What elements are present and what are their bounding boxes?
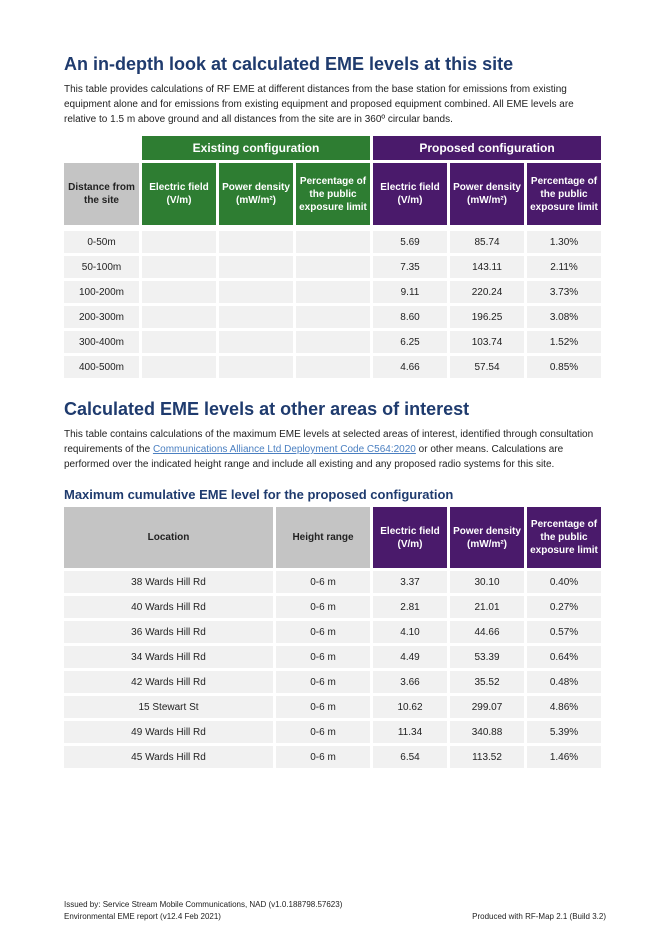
distance-cell: 200-300m bbox=[64, 306, 139, 328]
proposed-power-cell: 103.74 bbox=[450, 331, 524, 353]
table-row bbox=[64, 671, 601, 693]
section1-intro: This table provides calculations of RF EME at different distances from the base station for emissions from existing equipment alone and for emissions from existing equipment and proposed equipment combined. All EME levels are relative to 1.5 m above ground and all distances from the site are in 360º circular bands. bbox=[64, 84, 574, 125]
existing-efield-cell bbox=[142, 231, 216, 253]
footer-issued-by: Issued by: Service Stream Mobile Communications, NAD (v1.0.188798.57623) bbox=[64, 900, 343, 909]
col-proposed-percent: Percentage of the public exposure limit bbox=[527, 163, 601, 225]
proposed-power-cell: 57.54 bbox=[450, 356, 524, 378]
col-percent: Percentage of the public exposure limit bbox=[527, 507, 601, 568]
proposed-percent-cell: 1.30% bbox=[527, 231, 601, 253]
col-existing-power: Power density (mW/m²) bbox=[219, 163, 293, 225]
height-cell: 0-6 m bbox=[276, 596, 370, 618]
efield-cell: 3.37 bbox=[373, 571, 447, 593]
height-cell: 0-6 m bbox=[276, 721, 370, 743]
percent-cell: 1.46% bbox=[527, 746, 601, 768]
existing-power-cell bbox=[219, 231, 293, 253]
section1-title: An in-depth look at calculated EME levels at this site bbox=[64, 54, 514, 74]
proposed-percent-cell: 3.08% bbox=[527, 306, 601, 328]
footer-left bbox=[64, 899, 342, 923]
distance-cell: 300-400m bbox=[64, 331, 139, 353]
col-proposed-power: Power density (mW/m²) bbox=[450, 163, 524, 225]
table-row bbox=[64, 596, 601, 618]
existing-power-cell bbox=[219, 281, 293, 303]
deployment-code-link[interactable]: Communications Alliance Ltd Deployment Code C564:2020 bbox=[152, 444, 416, 455]
table-row bbox=[64, 356, 601, 378]
existing-efield-cell bbox=[142, 281, 216, 303]
height-cell: 0-6 m bbox=[276, 646, 370, 668]
power-cell: 113.52 bbox=[450, 746, 524, 768]
efield-cell: 11.34 bbox=[373, 721, 447, 743]
proposed-power-cell: 220.24 bbox=[450, 281, 524, 303]
height-cell: 0-6 m bbox=[276, 671, 370, 693]
proposed-percent-cell: 1.52% bbox=[527, 331, 601, 353]
table-row bbox=[64, 646, 601, 668]
proposed-percent-cell: 2.11% bbox=[527, 256, 601, 278]
distance-cell: 50-100m bbox=[64, 256, 139, 278]
percent-cell: 0.48% bbox=[527, 671, 601, 693]
power-cell: 35.52 bbox=[450, 671, 524, 693]
power-cell: 299.07 bbox=[450, 696, 524, 718]
existing-percent-cell bbox=[296, 306, 370, 328]
percent-cell: 0.27% bbox=[527, 596, 601, 618]
efield-cell: 2.81 bbox=[373, 596, 447, 618]
col-existing-efield: Electric field (V/m) bbox=[142, 163, 216, 225]
footer-produced-with: Produced with RF-Map 2.1 (Build 3.2) bbox=[472, 912, 606, 921]
proposed-power-cell: 143.11 bbox=[450, 256, 524, 278]
proposed-efield-cell: 4.66 bbox=[373, 356, 447, 378]
percent-cell: 0.57% bbox=[527, 621, 601, 643]
percent-cell: 5.39% bbox=[527, 721, 601, 743]
power-cell: 340.88 bbox=[450, 721, 524, 743]
proposed-power-cell: 85.74 bbox=[450, 231, 524, 253]
proposed-percent-cell: 3.73% bbox=[527, 281, 601, 303]
table-row bbox=[64, 306, 601, 328]
section2-title: Calculated EME levels at other areas of interest bbox=[64, 399, 470, 419]
existing-efield-cell bbox=[142, 356, 216, 378]
table-row bbox=[64, 256, 601, 278]
location-cell: 34 Wards Hill Rd bbox=[64, 646, 273, 668]
col-existing-percent: Percentage of the public exposure limit bbox=[296, 163, 370, 225]
proposed-percent-cell: 0.85% bbox=[527, 356, 601, 378]
location-cell: 49 Wards Hill Rd bbox=[64, 721, 273, 743]
col-efield: Electric field (V/m) bbox=[373, 507, 447, 568]
existing-percent-cell bbox=[296, 256, 370, 278]
power-cell: 44.66 bbox=[450, 621, 524, 643]
existing-power-cell bbox=[219, 356, 293, 378]
proposed-config-header: Proposed configuration bbox=[373, 136, 601, 160]
table-row bbox=[64, 231, 601, 253]
distance-table bbox=[61, 133, 604, 381]
table-row bbox=[64, 281, 601, 303]
power-cell: 53.39 bbox=[450, 646, 524, 668]
footer-report-version: Environmental EME report (v12.4 Feb 2021) bbox=[64, 912, 221, 921]
percent-cell: 0.40% bbox=[527, 571, 601, 593]
col-proposed-efield: Electric field (V/m) bbox=[373, 163, 447, 225]
location-cell: 15 Stewart St bbox=[64, 696, 273, 718]
distance-cell: 100-200m bbox=[64, 281, 139, 303]
efield-cell: 4.49 bbox=[373, 646, 447, 668]
power-cell: 30.10 bbox=[450, 571, 524, 593]
height-cell: 0-6 m bbox=[276, 696, 370, 718]
height-cell: 0-6 m bbox=[276, 746, 370, 768]
location-cell: 40 Wards Hill Rd bbox=[64, 596, 273, 618]
percent-cell: 0.64% bbox=[527, 646, 601, 668]
col-power: Power density (mW/m²) bbox=[450, 507, 524, 568]
existing-percent-cell bbox=[296, 231, 370, 253]
table-row bbox=[64, 746, 601, 768]
power-cell: 21.01 bbox=[450, 596, 524, 618]
table-row bbox=[64, 331, 601, 353]
efield-cell: 4.10 bbox=[373, 621, 447, 643]
existing-percent-cell bbox=[296, 281, 370, 303]
existing-config-header: Existing configuration bbox=[142, 136, 370, 160]
proposed-efield-cell: 8.60 bbox=[373, 306, 447, 328]
location-cell: 45 Wards Hill Rd bbox=[64, 746, 273, 768]
existing-percent-cell bbox=[296, 331, 370, 353]
proposed-power-cell: 196.25 bbox=[450, 306, 524, 328]
distance-cell: 400-500m bbox=[64, 356, 139, 378]
existing-power-cell bbox=[219, 331, 293, 353]
efield-cell: 10.62 bbox=[373, 696, 447, 718]
col-height: Height range bbox=[276, 507, 370, 568]
col-distance: Distance from the site bbox=[64, 163, 139, 225]
height-cell: 0-6 m bbox=[276, 571, 370, 593]
section2-subtitle: Maximum cumulative EME level for the proposed configuration bbox=[64, 487, 454, 502]
existing-percent-cell bbox=[296, 356, 370, 378]
existing-power-cell bbox=[219, 256, 293, 278]
table-row bbox=[64, 721, 601, 743]
existing-efield-cell bbox=[142, 306, 216, 328]
areas-table bbox=[61, 504, 604, 771]
col-location: Location bbox=[64, 507, 273, 568]
proposed-efield-cell: 6.25 bbox=[373, 331, 447, 353]
location-cell: 38 Wards Hill Rd bbox=[64, 571, 273, 593]
proposed-efield-cell: 7.35 bbox=[373, 256, 447, 278]
table-row bbox=[64, 696, 601, 718]
location-cell: 36 Wards Hill Rd bbox=[64, 621, 273, 643]
existing-efield-cell bbox=[142, 331, 216, 353]
section2-intro: This table contains calculations of the maximum EME levels at selected areas of interest, identified through consultation requirements of the Communications Alliance Ltd Deployment Code C564:2020 or other means. Calculations are performed over the indicated height range and include all existing and any proposed radio systems for this site. bbox=[64, 429, 594, 470]
existing-power-cell bbox=[219, 306, 293, 328]
efield-cell: 3.66 bbox=[373, 671, 447, 693]
efield-cell: 6.54 bbox=[373, 746, 447, 768]
percent-cell: 4.86% bbox=[527, 696, 601, 718]
height-cell: 0-6 m bbox=[276, 621, 370, 643]
table-row bbox=[64, 621, 601, 643]
existing-efield-cell bbox=[142, 256, 216, 278]
table-row bbox=[64, 571, 601, 593]
distance-cell: 0-50m bbox=[64, 231, 139, 253]
location-cell: 42 Wards Hill Rd bbox=[64, 671, 273, 693]
proposed-efield-cell: 5.69 bbox=[373, 231, 447, 253]
proposed-efield-cell: 9.11 bbox=[373, 281, 447, 303]
